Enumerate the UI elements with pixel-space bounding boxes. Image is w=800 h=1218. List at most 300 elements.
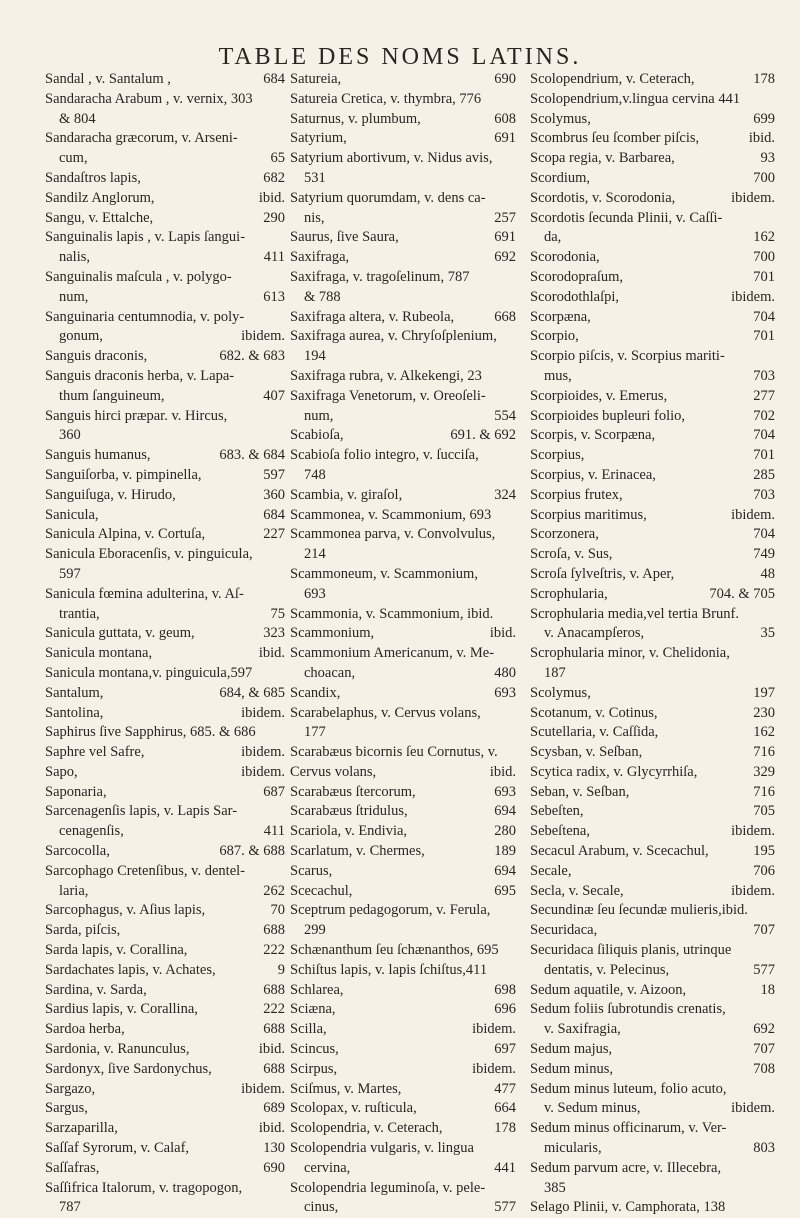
index-entry: [45, 802, 285, 822]
entry-text: Scarus,: [290, 862, 333, 879]
entry-text: Sanguis hirci præpar. v. Hircus,: [45, 407, 228, 424]
entry-text: Sandaracha græcorum, v. Arseni-: [45, 130, 238, 147]
entry-text: Scarabæus ſtercorum,: [290, 783, 416, 800]
entry-page-number: 716: [753, 744, 775, 761]
entry-text: 187: [544, 664, 566, 681]
index-entry: [530, 1119, 775, 1139]
entry-page-number: 577: [494, 1199, 516, 1216]
index-entry: [530, 426, 775, 446]
entry-text: Scordium,: [530, 169, 591, 186]
entry-text: & 788: [304, 288, 341, 305]
page-title: TABLE DES NOMS LATINS.: [218, 44, 582, 70]
entry-text: Sciæna,: [290, 1001, 336, 1018]
index-entry: [45, 981, 285, 1001]
index-entry: [290, 308, 516, 328]
index-entry: [290, 1080, 516, 1100]
index-entry: [530, 961, 775, 981]
entry-text: cinus,: [304, 1199, 339, 1216]
entry-page-number: ibid.: [489, 763, 516, 780]
index-entry: [290, 506, 516, 526]
index-entry: [45, 525, 285, 545]
entry-page-number: ibid.: [258, 189, 285, 206]
index-entry: [45, 1080, 285, 1100]
index-entry: [530, 605, 775, 625]
index-entry: [290, 129, 516, 149]
entry-page-number: 695: [494, 882, 516, 899]
index-entry: [45, 585, 285, 605]
index-entry: [45, 149, 285, 169]
entry-text: trantia,: [59, 605, 100, 622]
entry-page-number: ibidem.: [731, 506, 775, 523]
index-entry: [45, 961, 285, 981]
index-entry: [290, 327, 516, 347]
entry-text: Scambia, v. giraſol,: [290, 486, 403, 503]
index-entry: [45, 110, 285, 130]
entry-page-number: 687. & 688: [219, 843, 285, 860]
index-entry: [45, 1198, 285, 1218]
entry-text: 787: [59, 1199, 81, 1216]
index-entry: [530, 1020, 775, 1040]
entry-page-number: 688: [263, 981, 285, 998]
entry-page-number: 682: [263, 169, 285, 186]
entry-page-number: 692: [753, 1021, 775, 1038]
entry-text: Scroſa ſylveſtris, v. Aper,: [530, 565, 675, 582]
entry-text: Scolopendria leguminoſa, v. pele-: [290, 1179, 486, 1196]
entry-page-number: 290: [263, 209, 285, 226]
entry-text: Sanguiſorba, v. pimpinella,: [45, 466, 202, 483]
entry-page-number: 698: [494, 981, 516, 998]
entry-page-number: 280: [494, 823, 516, 840]
index-entry: [290, 882, 516, 902]
entry-text: 748: [304, 466, 326, 483]
index-entry: [530, 842, 775, 862]
entry-text: cenagenſis,: [59, 823, 124, 840]
entry-page-number: 613: [263, 288, 285, 305]
entry-text: Scolopendrium,v.lingua cervina 441: [530, 90, 741, 107]
index-entry: [530, 644, 775, 664]
entry-page-number: 684: [263, 71, 285, 87]
entry-text: num,: [59, 288, 89, 305]
index-entry: [530, 327, 775, 347]
entry-text: Satureia Cretica, v. thymbra, 776: [290, 90, 482, 107]
entry-text: Scariola, v. Endivia,: [290, 823, 408, 840]
index-entry: [290, 228, 516, 248]
entry-text: v. Sedum minus,: [544, 1100, 641, 1117]
index-entry: [290, 644, 516, 664]
entry-text: 385: [544, 1179, 566, 1196]
index-entry: [290, 783, 516, 803]
index-entry: [530, 129, 775, 149]
entry-page-number: 691: [494, 229, 516, 246]
index-entry: [530, 1139, 775, 1159]
entry-text: micularis,: [544, 1140, 602, 1157]
entry-text: Sardachates lapis, v. Achates,: [45, 961, 216, 978]
entry-page-number: 702: [753, 407, 775, 424]
entry-text: choacan,: [304, 664, 356, 681]
index-entry: [530, 704, 775, 724]
entry-page-number: 197: [753, 684, 775, 701]
entry-text: Sedum aquatile, v. Aizoon,: [530, 981, 687, 998]
entry-text: Sanguis draconis,: [45, 348, 148, 365]
entry-page-number: 162: [753, 724, 775, 741]
index-entry: [290, 189, 516, 209]
entry-text: Sanicula montana,: [45, 645, 153, 662]
entry-page-number: ibidem.: [241, 704, 285, 721]
entry-page-number: ibidem.: [472, 1021, 516, 1038]
index-entry: [45, 684, 285, 704]
entry-page-number: 687: [263, 783, 285, 800]
entry-page-number: 703: [753, 486, 775, 503]
entry-text: Sanicula,: [45, 506, 99, 523]
entry-page-number: 696: [494, 1001, 516, 1018]
index-entry: [45, 743, 285, 763]
entry-page-number: 222: [263, 942, 285, 959]
index-entry: [45, 209, 285, 229]
index-entry: [530, 1159, 775, 1179]
entry-text: Scammonea, v. Scammonium, 693: [290, 506, 492, 523]
entry-text: Sanguiſuga, v. Hirudo,: [45, 486, 176, 503]
index-entry: [45, 664, 285, 684]
entry-text: Saxifraga Venetorum, v. Oreoſeli-: [290, 387, 486, 404]
index-entry: [530, 149, 775, 169]
index-entry: [530, 585, 775, 605]
index-entry: [45, 783, 285, 803]
entry-page-number: 130: [263, 1140, 285, 1157]
entry-page-number: 18: [760, 981, 775, 998]
entry-text: Sedum minus officinarum, v. Ver-: [530, 1120, 727, 1137]
entry-text: Sardina, v. Sarda,: [45, 981, 147, 998]
index-entry: [45, 1000, 285, 1020]
entry-page-number: 691. & 692: [450, 427, 516, 444]
entry-page-number: 230: [753, 704, 775, 721]
entry-page-number: ibidem.: [241, 1080, 285, 1097]
index-entry: [530, 763, 775, 783]
entry-page-number: 277: [753, 387, 775, 404]
entry-text: 531: [304, 169, 326, 186]
entry-text: 214: [304, 546, 326, 563]
entry-page-number: 689: [263, 1100, 285, 1117]
entry-text: Saxifraga altera, v. Rubeola,: [290, 308, 455, 325]
entry-text: Sandal , v. Santalum ,: [45, 71, 171, 87]
entry-page-number: 70: [270, 902, 285, 919]
entry-text: Securidaca,: [530, 922, 598, 939]
entry-page-number: 577: [753, 961, 775, 978]
entry-text: Scolopax, v. ruſticula,: [290, 1100, 417, 1117]
entry-text: Scabioſa,: [290, 427, 344, 444]
index-entry: [45, 1139, 285, 1159]
entry-text: nalis,: [59, 249, 91, 266]
entry-text: Scorpio,: [530, 328, 579, 345]
index-entry: [290, 941, 516, 961]
entry-page-number: 597: [263, 466, 285, 483]
index-entry: [530, 901, 775, 921]
entry-text: cervina,: [304, 1159, 351, 1176]
entry-page-number: 701: [753, 447, 775, 464]
index-entry: [290, 664, 516, 684]
index-entry: [45, 624, 285, 644]
entry-text: Scorpioides, v. Emerus,: [530, 387, 668, 404]
entry-page-number: 688: [263, 1060, 285, 1077]
entry-page-number: 608: [494, 110, 516, 127]
index-entry: [290, 545, 516, 565]
index-entry: [290, 149, 516, 169]
entry-text: 177: [304, 724, 326, 741]
entry-text: thum ſanguineum,: [59, 387, 165, 404]
entry-text: Selago Plinii, v. Camphorata, 138: [530, 1199, 726, 1216]
index-entry: [45, 228, 285, 248]
index-entry: [290, 1040, 516, 1060]
entry-text: Saponaria,: [45, 783, 107, 800]
index-entry: [530, 743, 775, 763]
index-entry: [45, 704, 285, 724]
index-entry: [45, 70, 285, 90]
index-entry: [530, 466, 775, 486]
index-entry: [45, 1119, 285, 1139]
entry-text: Scysban, v. Seſban,: [530, 744, 643, 761]
index-entry: [45, 1060, 285, 1080]
entry-page-number: 705: [753, 803, 775, 820]
index-entry: [290, 842, 516, 862]
entry-text: cum,: [59, 150, 88, 167]
entry-text: Scrophularia media,vel tertia Brunf.: [530, 605, 739, 622]
entry-text: Scorpius maritimus,: [530, 506, 647, 523]
entry-text: Saxifraga aurea, v. Chryſoſplenium,: [290, 328, 497, 345]
entry-text: Saſſifrica Italorum, v. tragopogon,: [45, 1179, 243, 1196]
index-entry: [530, 882, 775, 902]
index-entry: [45, 486, 285, 506]
index-entry: [290, 684, 516, 704]
entry-text: Scroſa, v. Sus,: [530, 546, 613, 563]
entry-text: Sedum parvum acre, v. Illecebra,: [530, 1159, 722, 1176]
entry-page-number: 684, & 685: [219, 684, 285, 701]
entry-text: Scammonia, v. Scammonium, ibid.: [290, 605, 494, 622]
entry-page-number: 707: [753, 1041, 775, 1058]
index-entry: [290, 961, 516, 981]
entry-text: v. Saxifragia,: [544, 1021, 621, 1038]
index-entry: [530, 664, 775, 684]
entry-page-number: 48: [760, 565, 775, 582]
index-entry: [530, 347, 775, 367]
entry-text: Saxifraga,: [290, 249, 350, 266]
index-entry: [290, 723, 516, 743]
entry-page-number: ibidem.: [731, 1100, 775, 1117]
entry-text: Sanguinaria centumnodia, v. poly-: [45, 308, 245, 325]
index-entry: [290, 1060, 516, 1080]
entry-text: laria,: [59, 882, 89, 899]
entry-text: Sandaſtros lapis,: [45, 169, 141, 186]
index-entry: [530, 684, 775, 704]
entry-text: Scandix,: [290, 684, 341, 701]
index-entry: [530, 822, 775, 842]
entry-text: Schlarea,: [290, 981, 344, 998]
index-entry: [45, 1099, 285, 1119]
entry-text: Seban, v. Seſban,: [530, 783, 630, 800]
entry-text: Secacul Arabum, v. Scecachul,: [530, 843, 709, 860]
entry-page-number: 704: [753, 308, 775, 325]
entry-text: Scirpus,: [290, 1060, 338, 1077]
index-entry: [530, 862, 775, 882]
entry-page-number: 480: [494, 664, 516, 681]
entry-page-number: 749: [753, 546, 775, 563]
index-entry: [530, 90, 775, 110]
index-entry: [45, 901, 285, 921]
index-entry: [45, 921, 285, 941]
entry-page-number: 9: [277, 961, 285, 978]
entry-page-number: 716: [753, 783, 775, 800]
entry-page-number: 360: [263, 486, 285, 503]
entry-text: Scammoneum, v. Scammonium,: [290, 565, 478, 582]
index-entry: [290, 1119, 516, 1139]
index-entry: [530, 1060, 775, 1080]
entry-page-number: 93: [760, 150, 775, 167]
entry-page-number: 683. & 684: [219, 447, 285, 464]
index-entry: [530, 1000, 775, 1020]
entry-page-number: ibid.: [258, 1120, 285, 1137]
entry-page-number: 699: [753, 110, 775, 127]
entry-text: Sanicula montana,v. pinguicula,597: [45, 664, 253, 681]
entry-text: Scorpio piſcis, v. Scorpius mariti-: [530, 348, 725, 365]
index-entry: [530, 1080, 775, 1100]
entry-page-number: 704. & 705: [709, 585, 775, 602]
index-entry: [530, 723, 775, 743]
index-entry: [290, 921, 516, 941]
entry-text: Scorpioides bupleuri folio,: [530, 407, 686, 424]
entry-page-number: 701: [753, 268, 775, 285]
entry-page-number: 700: [753, 169, 775, 186]
index-entry: [45, 763, 285, 783]
entry-text: Secale,: [530, 862, 572, 879]
entry-page-number: 803: [753, 1140, 775, 1157]
entry-text: Sedum foliis ſubrotundis crenatis,: [530, 1001, 726, 1018]
entry-text: 597: [59, 565, 81, 582]
index-entry: [45, 545, 285, 565]
index-entry: [530, 545, 775, 565]
entry-text: Scorpis, v. Scorpæna,: [530, 427, 656, 444]
entry-text: Sanicula Alpina, v. Cortuſa,: [45, 526, 206, 543]
index-entry: [45, 407, 285, 427]
entry-text: Sapo,: [45, 763, 78, 780]
entry-text: Scammonea parva, v. Convolvulus,: [290, 526, 496, 543]
index-entry: [45, 605, 285, 625]
entry-text: Saſſaf Syrorum, v. Calaf,: [45, 1140, 190, 1157]
index-entry: [530, 387, 775, 407]
entry-page-number: 690: [494, 71, 516, 87]
entry-text: Scolopendria vulgaris, v. lingua: [290, 1140, 474, 1157]
index-entry: [530, 70, 775, 90]
index-entry: [530, 367, 775, 387]
index-entry: [45, 189, 285, 209]
entry-text: Santolina,: [45, 704, 104, 721]
index-entry: [290, 248, 516, 268]
entry-page-number: ibid.: [258, 1041, 285, 1058]
entry-text: Satyrium quorumdam, v. dens ca-: [290, 189, 486, 206]
index-entry: [45, 248, 285, 268]
index-entry: [290, 525, 516, 545]
index-entry: [45, 288, 285, 308]
entry-text: Scopa regia, v. Barbarea,: [530, 150, 675, 167]
entry-page-number: 694: [494, 862, 516, 879]
entry-text: Securidaca ſiliquis planis, utrinque: [530, 942, 732, 959]
entry-page-number: 441: [494, 1159, 516, 1176]
index-entry: [290, 367, 516, 387]
entry-text: Saturnus, v. plumbum,: [290, 110, 421, 127]
entry-page-number: 329: [753, 763, 775, 780]
entry-page-number: 691: [494, 130, 516, 147]
index-entry: [530, 308, 775, 328]
entry-page-number: 707: [753, 922, 775, 939]
entry-text: 194: [304, 348, 326, 365]
index-entry: [290, 1000, 516, 1020]
entry-page-number: 554: [494, 407, 516, 424]
entry-page-number: 688: [263, 1021, 285, 1038]
entry-text: Scecachul,: [290, 882, 353, 899]
entry-text: Saphre vel Safre,: [45, 744, 145, 761]
entry-text: Scrophularia,: [530, 585, 608, 602]
entry-text: Scarabæus ſtridulus,: [290, 803, 408, 820]
entry-page-number: 668: [494, 308, 516, 325]
index-entry: [530, 1198, 775, 1218]
entry-page-number: 477: [494, 1080, 516, 1097]
entry-text: Sebeſtena,: [530, 823, 590, 840]
entry-text: Saphirus ſive Sapphirus, 685. & 686: [45, 724, 256, 741]
entry-text: Sanicula Eboracenſis, v. pinguicula,: [45, 546, 253, 563]
entry-page-number: 75: [270, 605, 285, 622]
index-entry: [530, 110, 775, 130]
index-entry: [530, 446, 775, 466]
index-entry: [290, 862, 516, 882]
entry-text: 360: [59, 427, 81, 444]
index-entry: [45, 387, 285, 407]
entry-page-number: ibidem.: [731, 882, 775, 899]
index-entry: [45, 347, 285, 367]
entry-page-number: 690: [263, 1159, 285, 1176]
index-entry: [45, 1159, 285, 1179]
entry-page-number: 195: [753, 843, 775, 860]
entry-text: & 804: [59, 110, 96, 127]
entry-text: Sanguis humanus,: [45, 447, 151, 464]
entry-text: nis,: [304, 209, 325, 226]
index-entry: [290, 1139, 516, 1159]
entry-text: Scordotis ſecunda Plinii, v. Caſſi-: [530, 209, 723, 226]
entry-text: Sangu, v. Ettalche,: [45, 209, 154, 226]
entry-text: Scordotis, v. Scorodonia,: [530, 189, 676, 206]
entry-page-number: ibidem.: [731, 288, 775, 305]
entry-page-number: 704: [753, 526, 775, 543]
index-entry: [530, 209, 775, 229]
entry-page-number: 407: [263, 387, 285, 404]
entry-text: Sedum minus,: [530, 1060, 613, 1077]
entry-page-number: 703: [753, 367, 775, 384]
index-column-1: [45, 70, 285, 1216]
entry-text: Scorodonia,: [530, 249, 600, 266]
entry-text: Scorodothlaſpi,: [530, 288, 620, 305]
entry-text: Saurus, ſive Saura,: [290, 229, 399, 246]
index-entry: [290, 466, 516, 486]
entry-text: Scarabelaphus, v. Cervus volans,: [290, 704, 481, 721]
entry-page-number: 411: [263, 249, 285, 266]
index-entry: [290, 565, 516, 585]
entry-page-number: ibidem.: [731, 823, 775, 840]
entry-text: Scarlatum, v. Chermes,: [290, 843, 425, 860]
index-entry: [45, 367, 285, 387]
entry-text: Sargus,: [45, 1100, 88, 1117]
entry-text: mus,: [544, 367, 572, 384]
entry-text: Sarcophago Cretenſibus, v. dentel-: [45, 862, 245, 879]
entry-text: Sedum majus,: [530, 1041, 613, 1058]
entry-text: Sedum minus luteum, folio acuto,: [530, 1080, 727, 1097]
entry-text: Sarcocolla,: [45, 843, 110, 860]
index-entry: [530, 565, 775, 585]
